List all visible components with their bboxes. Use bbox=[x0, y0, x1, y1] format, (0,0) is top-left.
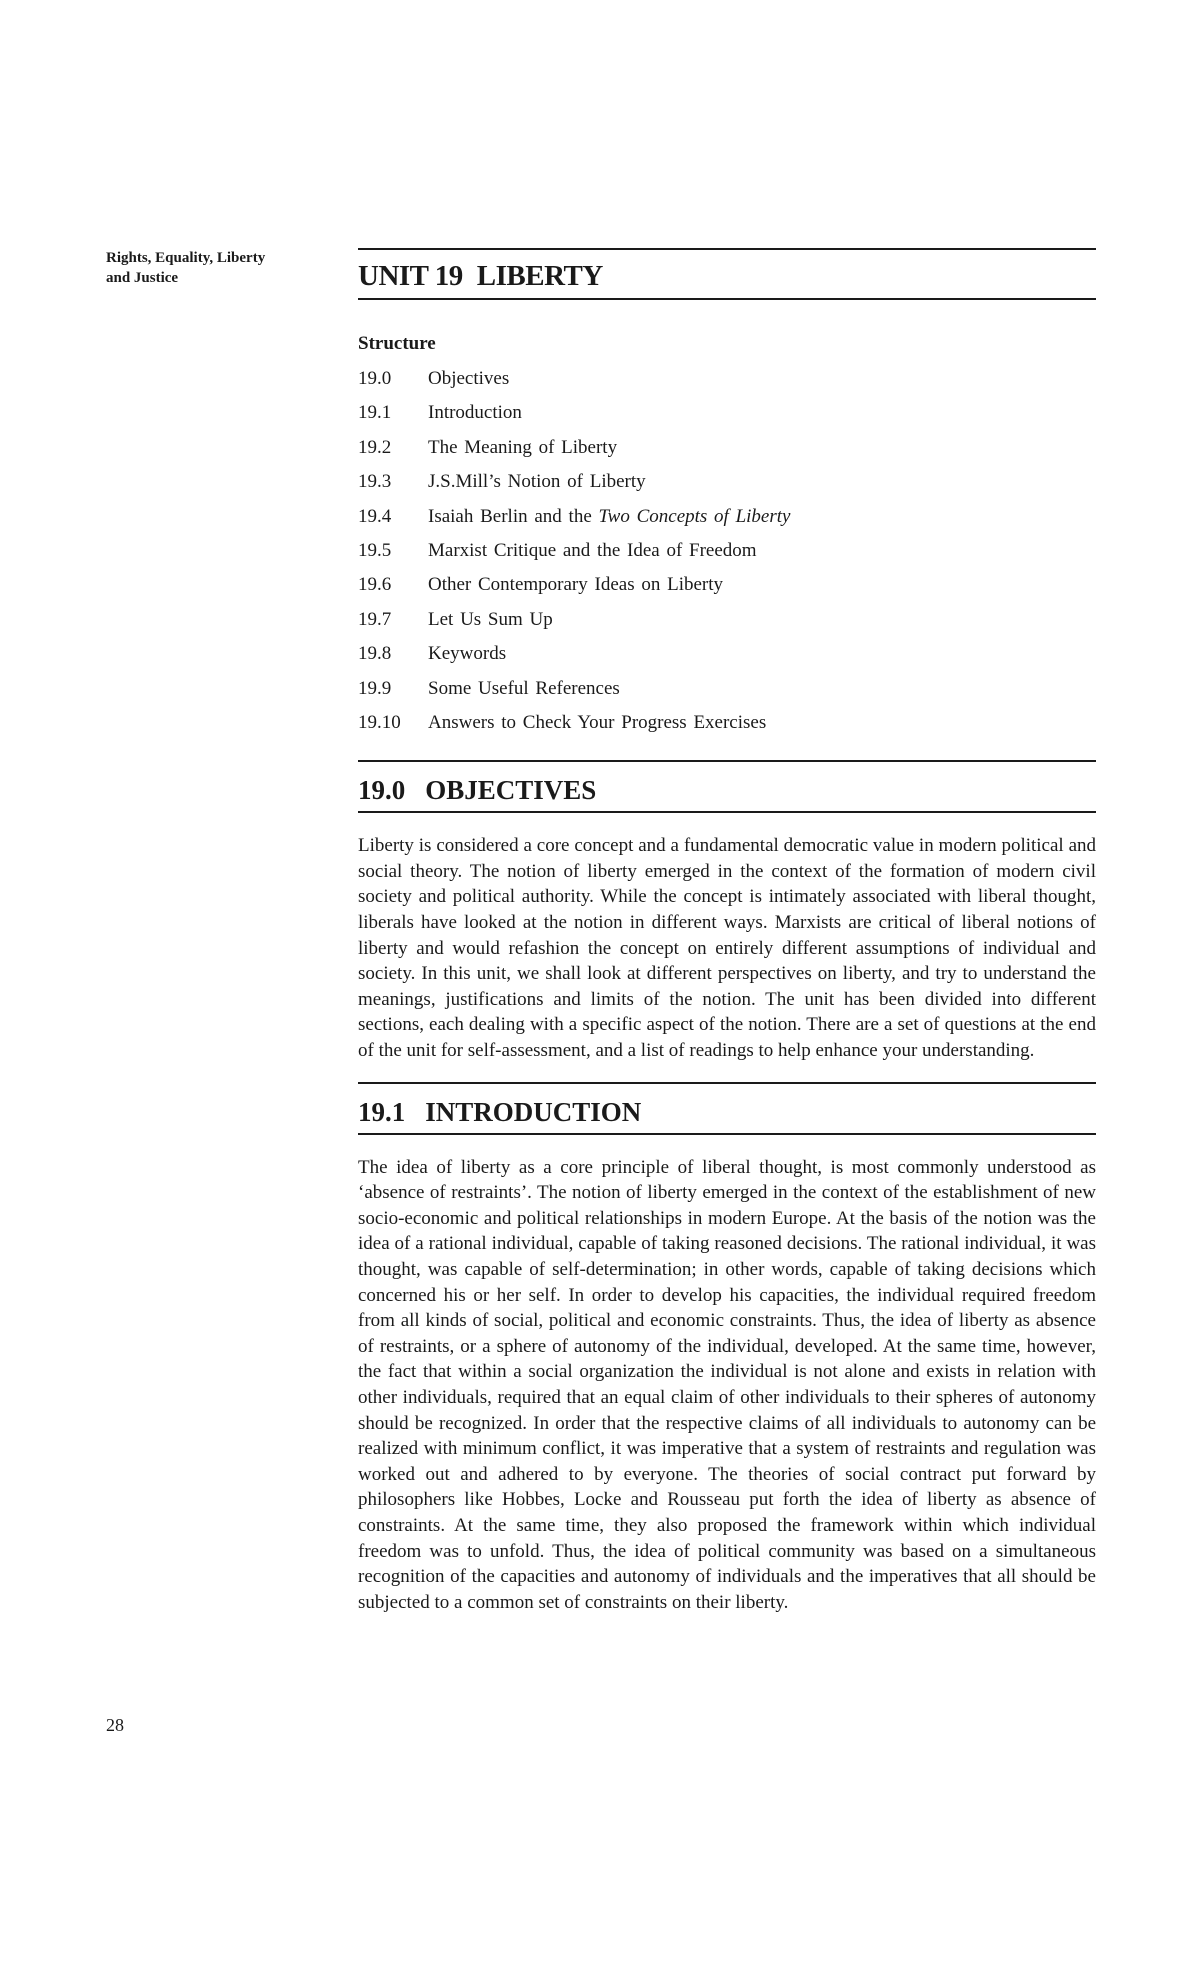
structure-item bbox=[358, 437, 1096, 471]
structure-item bbox=[358, 574, 1096, 608]
structure-item bbox=[358, 643, 1096, 677]
structure-item-title-prefix: Isaiah Berlin and the bbox=[428, 505, 599, 527]
structure-item-title: Marxist Critique and the Idea of Freedom bbox=[428, 539, 757, 561]
running-head-line-1: Rights, Equality, Liberty bbox=[106, 250, 266, 266]
section-heading bbox=[358, 762, 1096, 811]
structure-item-number: 19.10 bbox=[358, 711, 401, 733]
structure-item-title: J.S.Mill’s Notion of Liberty bbox=[428, 471, 646, 493]
structure-item bbox=[358, 712, 1096, 746]
structure-item-number: 19.0 bbox=[358, 368, 392, 389]
structure-item-title: Some Useful References bbox=[428, 677, 620, 699]
unit-number: UNIT 19 bbox=[358, 260, 463, 292]
structure-item bbox=[358, 678, 1096, 712]
main-content bbox=[358, 248, 1096, 1615]
structure-item-number: 19.8 bbox=[358, 643, 392, 665]
section-heading bbox=[358, 1084, 1096, 1133]
structure-item-number: 19.5 bbox=[358, 539, 392, 561]
objectives-section bbox=[358, 760, 1096, 1063]
section-title: INTRODUCTION bbox=[425, 1096, 642, 1127]
structure-item-title bbox=[428, 506, 1096, 540]
structure-item-title: Keywords bbox=[428, 643, 507, 665]
structure-item-title-italic: Two Concepts of Liberty bbox=[598, 505, 791, 527]
structure-item bbox=[358, 540, 1096, 574]
structure-item-number: 19.1 bbox=[358, 402, 392, 424]
page-number: 28 bbox=[106, 1715, 124, 1735]
structure-item-title: Introduction bbox=[428, 402, 522, 424]
structure-item-title: The Meaning of Liberty bbox=[428, 436, 618, 458]
structure-item-title: Objectives bbox=[428, 368, 510, 389]
section-bottom-rule bbox=[358, 1133, 1096, 1135]
structure-item-title: Answers to Check Your Progress Exercises bbox=[428, 711, 767, 733]
section-number: 19.0 bbox=[358, 775, 406, 806]
structure-item bbox=[358, 368, 1096, 402]
unit-title bbox=[358, 250, 1096, 298]
running-head-line-2: and Justice bbox=[106, 270, 179, 286]
structure-item-title: Other Contemporary Ideas on Liberty bbox=[428, 574, 724, 596]
structure-item bbox=[358, 609, 1096, 643]
structure-item-number: 19.4 bbox=[358, 505, 392, 527]
section-title: OBJECTIVES bbox=[425, 775, 597, 806]
structure-item-title: Let Us Sum Up bbox=[428, 608, 553, 630]
structure-heading: Structure bbox=[358, 333, 436, 354]
structure-list bbox=[358, 368, 1096, 746]
section-bottom-rule bbox=[358, 811, 1096, 813]
unit-title-bottom-rule bbox=[358, 298, 1096, 300]
structure-item bbox=[358, 506, 1096, 540]
unit-name: LIBERTY bbox=[476, 260, 603, 292]
introduction-section bbox=[358, 1082, 1096, 1616]
running-head bbox=[106, 248, 306, 288]
objectives-paragraph: Liberty is considered a core concept and a fundamental democratic value in modern political and social theory. The notion of liberty emerged in the context of the formation of modern civil society and political authority. While the concept is intimately associated with liberal thought, liberals have looked at the notion in different ways. Marxists are critical of liberal notions of liberty and would refashion the concept on entirely different assumptions of individual and society. In this unit, we shall look at different perspectives on liberty, and try to understand the meanings, justifications and limits of the notion. The unit has been divided into different sections, each dealing with a specific aspect of the notion. There are a set of questions at the end of the unit for self-assessment, and a list of readings to help enhance your understanding. bbox=[358, 835, 1096, 1062]
structure-item-number: 19.9 bbox=[358, 677, 392, 699]
structure-item-number: 19.6 bbox=[358, 574, 392, 596]
structure-item bbox=[358, 402, 1096, 436]
section-number: 19.1 bbox=[358, 1096, 406, 1127]
structure-item-number: 19.7 bbox=[358, 608, 392, 630]
structure-item bbox=[358, 471, 1096, 505]
structure-item-number: 19.2 bbox=[358, 436, 392, 458]
introduction-paragraph: The idea of liberty as a core principle of liberal thought, is most commonly understood as ‘absence of restraints’. The notion of liberty emerged in the context of the establishment of new socio-economic and political relationships in modern Europe. At the basis of the notion was the idea of a rational individual, capable of taking reasoned decisions. The rational individual, it was thought, was capable of self-determination; in other words, capable of taking decisions which concerned his or her self. In order to develop his capacities, the individual required freedom from all kinds of social, political and economic constraints. Thus, the idea of liberty as absence of restraints, or a sphere of autonomy of the individual, developed. At the same time, however, the fact that within a social organization the individual is not alone and exists in relation with other individuals, required that an equal claim of other individuals to their spheres of autonomy should be recognized. In order that the respective claims of all individuals to autonomy can be realized with minimum conflict, it was imperative that a system of restraints and regulation was worked out and adhered to by everyone. The theories of social contract put forward by philosophers like Hobbes, Locke and Rousseau put forth the idea of liberty as absence of constraints. At the same time, they also proposed the framework within which individual freedom was to unfold. Thus, the idea of political community was based on a simultaneous recognition of the capacities and autonomy of individuals and the imperatives that all should be subjected to a common set of constraints on their liberty. bbox=[358, 1156, 1096, 1613]
structure-item-number: 19.3 bbox=[358, 471, 392, 493]
